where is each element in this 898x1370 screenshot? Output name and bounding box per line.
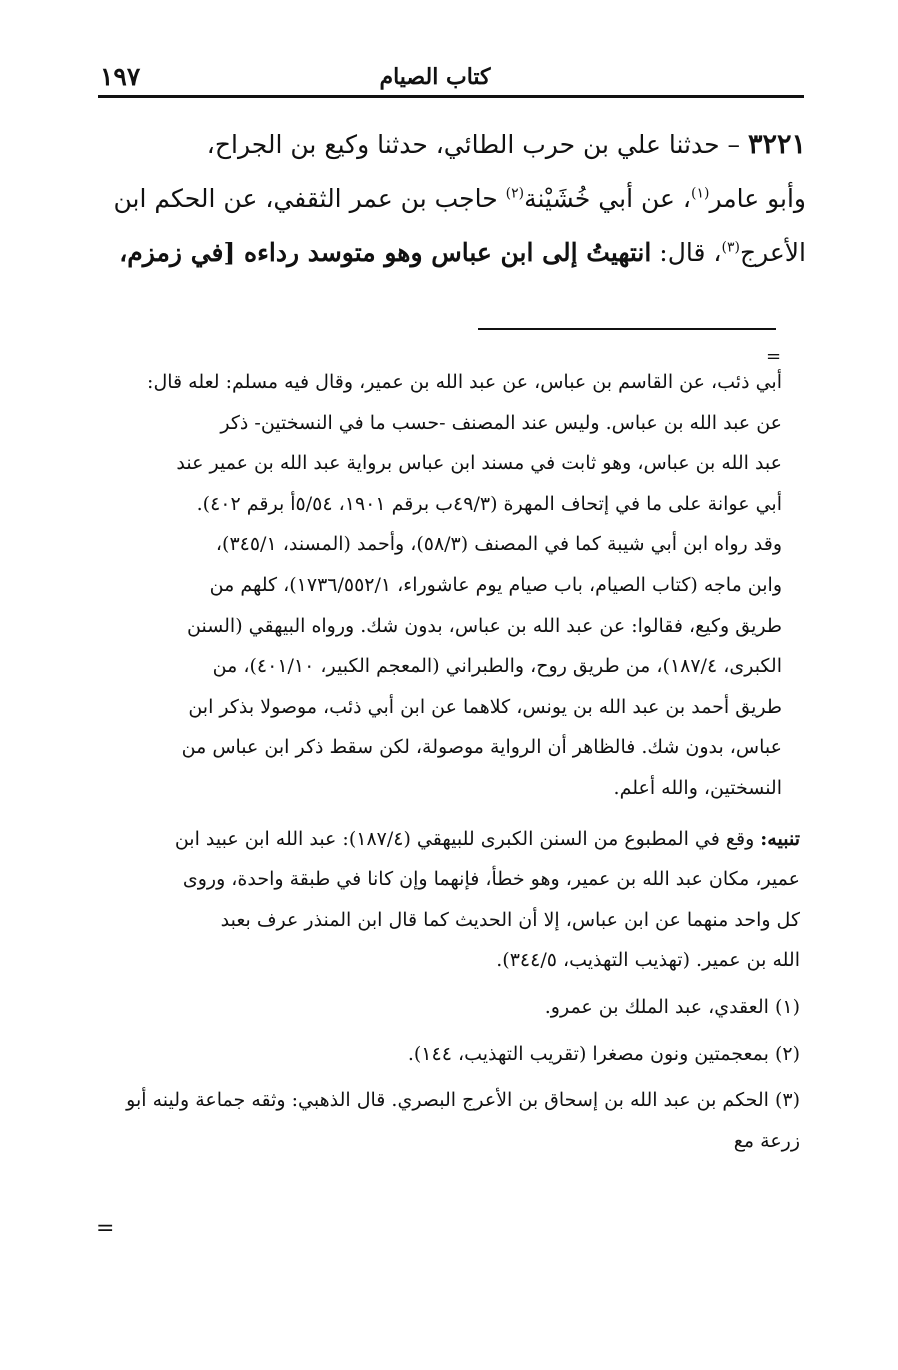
footnote-2: (٢) بمعجمتين ونون مصغرا (تقريب التهذيب، ١٤٤).	[407, 1042, 800, 1065]
footnote-separator	[478, 328, 776, 330]
footnote-ref-2: (٢)	[505, 185, 525, 202]
note-line: الله بن عمير. (تهذيب التهذيب، ٣٤٤/٥).	[496, 949, 800, 972]
hadith-line-1-text: – حدثنا علي بن حرب الطائي، حدثنا وكيع بن الجراح،	[206, 130, 741, 159]
note-line: عمير، مكان عبد الله بن عمير، وهو خطأ، فإنهما وإن كانا في طبقة واحدة، وروى	[182, 868, 800, 891]
hadith-line-2	[98, 172, 806, 226]
footnote-line: أبي ذئب، عن القاسم بن عباس، عن عبد الله بن عمير، وقال فيه مسلم: لعله قال:	[147, 371, 782, 393]
note-line: كل واحد منهما عن ابن عباس، إلا أن الحديث كما قال ابن المنذر عرف بعبد	[220, 908, 800, 931]
hadith-matn: انتهيتُ إلى ابن عباس وهو متوسد رداءه [في زمزم،	[119, 238, 652, 267]
footnote-continuation	[100, 362, 800, 809]
footnote-line: طريق وكيع، فقالوا: عن عبد الله بن عباس، بدون شك. ورواه البيهقي (السنن	[187, 614, 782, 637]
footnote-line: أبي عوانة على ما في إتحاف المهرة (٤٩/٣ب برقم ١٩٠١، ٥/٥٤أ برقم ٤٠٢).	[196, 492, 782, 515]
footnotes	[100, 362, 800, 1161]
note-label: تنبيه:	[760, 827, 800, 850]
footnote-ref-1: (١)	[690, 185, 710, 202]
hadith-line-3-b: ، قال:	[651, 238, 722, 267]
hadith-number: ٣٢٢١	[747, 129, 806, 160]
footnote-line: وقد رواه ابن أبي شيبة كما في المصنف (٥٨/٣)، وأحمد (المسند، ٣٤٥/١)،	[215, 533, 782, 556]
footnote-line: طريق أحمد بن عبد الله بن يونس، كلاهما عن ابن أبي ذئب، موصولا بذكر ابن	[188, 695, 782, 718]
header-rule	[98, 95, 804, 98]
footnote-note	[100, 819, 800, 981]
hadith-line-2-a: وأبو عامر	[709, 184, 806, 213]
footnote-1: (١) العقدي، عبد الملك بن عمرو.	[544, 995, 800, 1018]
hadith-line-2-b: ، عن أبي خُشَيْنة	[524, 184, 691, 213]
note-line	[100, 819, 800, 860]
footnote-ref-3: (٣)	[721, 239, 740, 256]
note-line-text: وقع في المطبوع من السنن الكبرى للبيهقي (١٨٧/٤): عبد الله ابن عبيد ابن	[174, 827, 761, 850]
footnote-line: عن عبد الله بن عباس. وليس عند المصنف -حسب ما في النسختين- ذكر	[220, 411, 782, 434]
footnote-line: عباس، بدون شك. فالظاهر أن الرواية موصولة، لكن سقط ذكر ابن عباس من	[181, 736, 782, 759]
hadith-line-1	[98, 118, 806, 172]
hadith-line-3-a: الأعرج	[739, 238, 806, 267]
footnote-3: (٣) الحكم بن عبد الله بن إسحاق بن الأعرج البصري. قال الذهبي: وثقه جماعة ولينه أبو زرعة مع	[126, 1089, 800, 1152]
book-title: كتاب الصيام	[379, 64, 491, 90]
footnote-line: عبد الله بن عباس، وهو ثابت في مسند ابن عباس برواية عبد الله بن عمير عند	[176, 452, 782, 475]
hadith-text	[98, 118, 806, 280]
hadith-line-3	[98, 226, 806, 280]
continued-mark: =	[96, 1216, 115, 1241]
page-number: ١٩٧	[100, 62, 141, 91]
footnote-line: النسختين، والله أعلم.	[613, 776, 782, 799]
footnote-line: الكبرى، ١٨٧/٤)، من طريق روح، والطبراني (المعجم الكبير، ٤٠١/١٠)، من	[212, 655, 782, 678]
hadith-line-2-c: حاجب بن عمر الثقفي، عن الحكم ابن	[113, 184, 506, 213]
footnote-line: وابن ماجه (كتاب الصيام، باب صيام يوم عاشوراء، ١٧٣٦/٥٥٢/١)، كلهم من	[209, 573, 782, 596]
continuation-mark: =	[766, 346, 782, 367]
